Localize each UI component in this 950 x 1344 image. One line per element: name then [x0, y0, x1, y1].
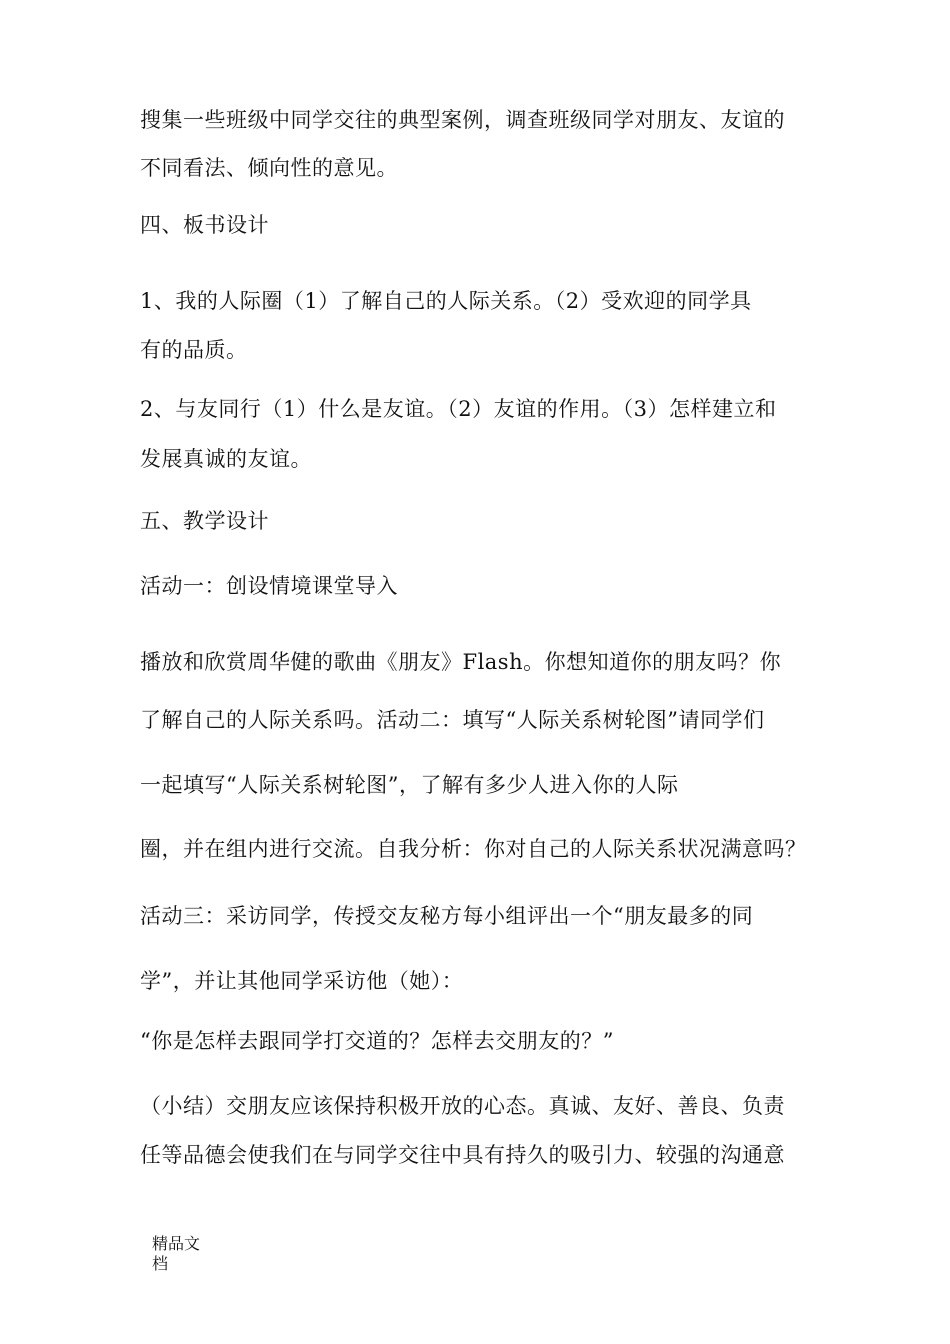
paragraph-line: 活动三：采访同学，传授交友秘方每小组评出一个“朋友最多的同 [140, 904, 754, 928]
paragraph-line: 圈，并在组内进行交流。自我分析：你对自己的人际关系状况满意吗？ [140, 837, 807, 861]
paragraph-line: 一起填写“人际关系树轮图”，了解有多少人进入你的人际 [140, 773, 679, 797]
paragraph-line: 不同看法、倾向性的意见。 [140, 156, 398, 180]
section-heading: 四、板书设计 [140, 213, 269, 237]
footer-watermark-line2: 档 [152, 1254, 169, 1273]
paragraph-line: 播放和欣赏周华健的歌曲《朋友》Flash。你想知道你的朋友吗？你 [140, 650, 782, 674]
paragraph-line: 发展真诚的友谊。 [140, 447, 312, 471]
paragraph-line: 有的品质。 [140, 338, 248, 362]
section-heading: 五、教学设计 [140, 509, 269, 533]
paragraph-line: 搜集一些班级中同学交往的典型案例，调查班级同学对朋友、友谊的 [140, 108, 785, 132]
paragraph-line: 学”，并让其他同学采访他（她）： [140, 969, 464, 993]
paragraph-line: 1、我的人际圈（1）了解自己的人际关系。（2）受欢迎的同学具 [140, 289, 752, 313]
quote-line: “你是怎样去跟同学打交道的？怎样去交朋友的？” [140, 1029, 614, 1053]
paragraph-line: 任等品德会使我们在与同学交往中具有持久的吸引力、较强的沟通意 [140, 1143, 785, 1167]
paragraph-line: 2、与友同行（1）什么是友谊。（2）友谊的作用。（3）怎样建立和 [140, 397, 777, 421]
activity-heading: 活动一：创设情境课堂导入 [140, 574, 398, 598]
footer-watermark-line1: 精品文 [152, 1234, 201, 1253]
paragraph-line: 了解自己的人际关系吗。活动二：填写“人际关系树轮图”请同学们 [140, 708, 765, 732]
paragraph-line: （小结）交朋友应该保持积极开放的心态。真诚、友好、善良、负责 [140, 1094, 785, 1118]
